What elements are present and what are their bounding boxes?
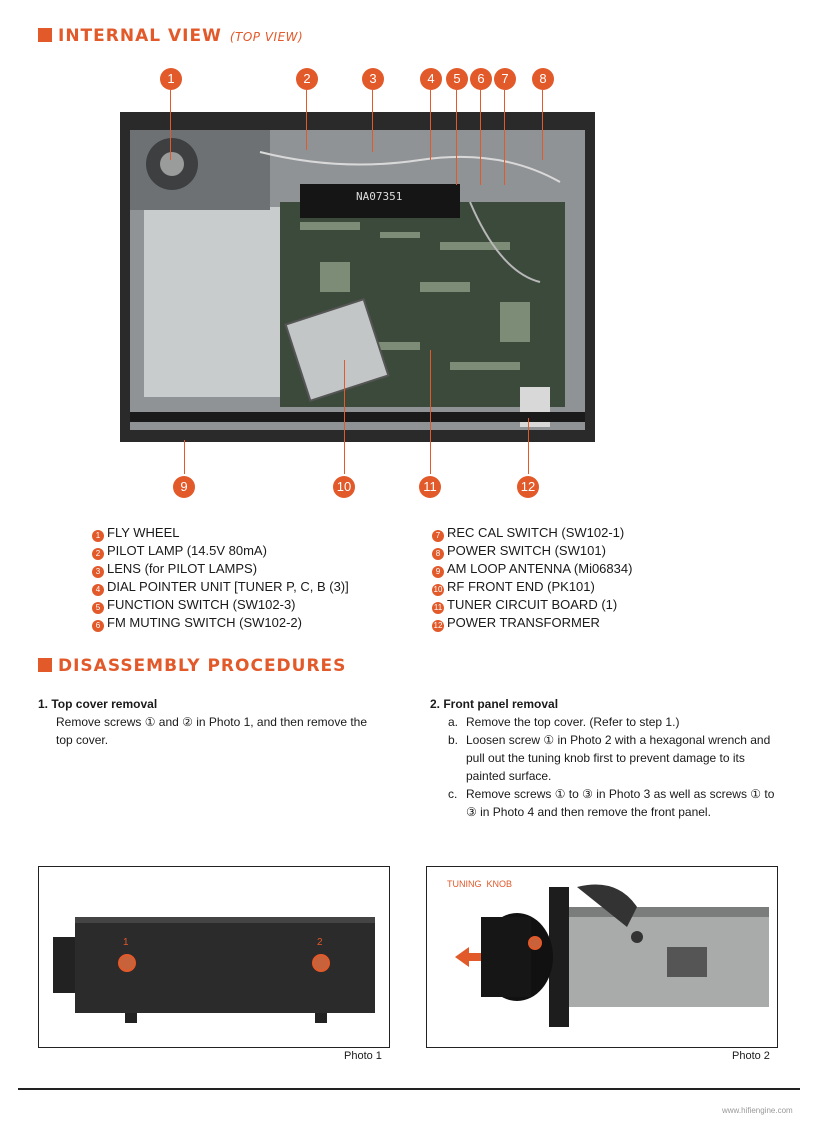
number-badge: 9 (432, 566, 444, 578)
photo2-frame (426, 866, 778, 1048)
callout-4: 4 (420, 68, 442, 90)
leader-line-4 (430, 90, 431, 160)
callout-11: 11 (419, 476, 441, 498)
board-label: NA07351 (356, 190, 403, 203)
chassis-illustration (120, 112, 595, 442)
photo1-caption: Photo 1 (344, 1050, 382, 1062)
legend-item: 3 LENS (for PILOT LAMPS) (92, 560, 349, 578)
section-title-internal-view: INTERNAL VIEW (TOP VIEW) (38, 26, 303, 46)
legend-item: 6 FM MUTING SWITCH (SW102-2) (92, 614, 349, 632)
leader-line-5 (456, 90, 457, 185)
photo1-frame (38, 866, 390, 1048)
photo1-illustration (39, 867, 389, 1047)
number-badge: 8 (432, 548, 444, 560)
step1-title: 1. Top cover removal (38, 697, 158, 711)
legend-item: 2 PILOT LAMP (14.5V 80mA) (92, 542, 349, 560)
leader-line-8 (542, 90, 543, 160)
legend-item: 10 RF FRONT END (PK101) (433, 579, 595, 594)
step2-mark-a: a. (448, 715, 459, 729)
watermark: www.hifiengine.com (722, 1106, 793, 1115)
callout-10: 10 (333, 476, 355, 498)
callout-8: 8 (532, 68, 554, 90)
step2-title: 2. Front panel removal (430, 697, 559, 711)
leader-line-10 (344, 360, 345, 474)
leader-line-12 (528, 418, 529, 474)
legend-item: 4 DIAL POINTER UNIT [TUNER P, C, B (3)] (92, 578, 349, 596)
number-badge: 7 (432, 530, 444, 542)
number-badge: 6 (92, 620, 104, 632)
legend-item: 1 FLY WHEEL (92, 524, 349, 542)
callout-7: 7 (494, 68, 516, 90)
number-badge: 10 (433, 585, 443, 594)
legend-right (432, 524, 632, 632)
callout-9: 9 (173, 476, 195, 498)
photo2-illustration (427, 867, 777, 1047)
leader-line-9 (184, 440, 185, 474)
step2-item-b: Loosen screw ① in Photo 2 with a hexagonal wrench and pull out the tuning knob first to prevent damage to its painted surface. (466, 733, 771, 783)
callout-6: 6 (470, 68, 492, 90)
leader-line-3 (372, 90, 373, 152)
photo1-screw-label-2: 2 (317, 937, 323, 948)
legend-item: 8 POWER SWITCH (SW101) (432, 542, 632, 560)
leader-line-2 (306, 90, 307, 150)
step2-item-a: Remove the top cover. (Refer to step 1.) (466, 715, 680, 729)
section-title-disassembly: DISASSEMBLY PROCEDURES (38, 656, 346, 676)
number-badge: 5 (92, 602, 104, 614)
step2-item-c: Remove screws ① to ③ in Photo 3 as well as screws ① to ③ in Photo 4 and then remove the front panel. (466, 787, 775, 819)
callout-3: 3 (362, 68, 384, 90)
legend-item: 7 REC CAL SWITCH (SW102-1) (432, 524, 632, 542)
legend-item: 11 TUNER CIRCUIT BOARD (1) (433, 597, 618, 612)
legend-item: 9 AM LOOP ANTENNA (Mi06834) (432, 560, 632, 578)
leader-line-11 (430, 350, 431, 474)
number-badge: 2 (92, 548, 104, 560)
tuning-knob-annotation: TUNING KNOB (447, 879, 513, 889)
number-badge: 11 (433, 603, 443, 612)
number-badge: 1 (92, 530, 104, 542)
step2-mark-b: b. (448, 733, 459, 747)
step1-body: Remove screws ① and ② in Photo 1, and then remove the top cover. (56, 715, 368, 747)
number-badge: 12 (433, 621, 443, 630)
photo2-caption: Photo 2 (732, 1050, 770, 1062)
callout-12: 12 (517, 476, 539, 498)
callout-1: 1 (160, 68, 182, 90)
legend-item: 12 POWER TRANSFORMER (433, 615, 600, 630)
title-square-icon (38, 658, 52, 672)
leader-line-7 (504, 90, 505, 185)
legend-item: 5 FUNCTION SWITCH (SW102-3) (92, 596, 349, 614)
number-badge: 4 (92, 584, 104, 596)
number-badge: 3 (92, 566, 104, 578)
section-subtitle: (TOP VIEW) (229, 30, 304, 44)
step2-mark-c: c. (448, 787, 458, 801)
title-square-icon (38, 28, 52, 42)
callout-2: 2 (296, 68, 318, 90)
leader-line-6 (480, 90, 481, 185)
footer-rule (18, 1088, 800, 1090)
leader-line-1 (170, 90, 171, 160)
legend-left (92, 524, 349, 632)
callout-5: 5 (446, 68, 468, 90)
photo1-screw-label-1: 1 (123, 937, 129, 948)
internal-view-photo (120, 112, 595, 442)
